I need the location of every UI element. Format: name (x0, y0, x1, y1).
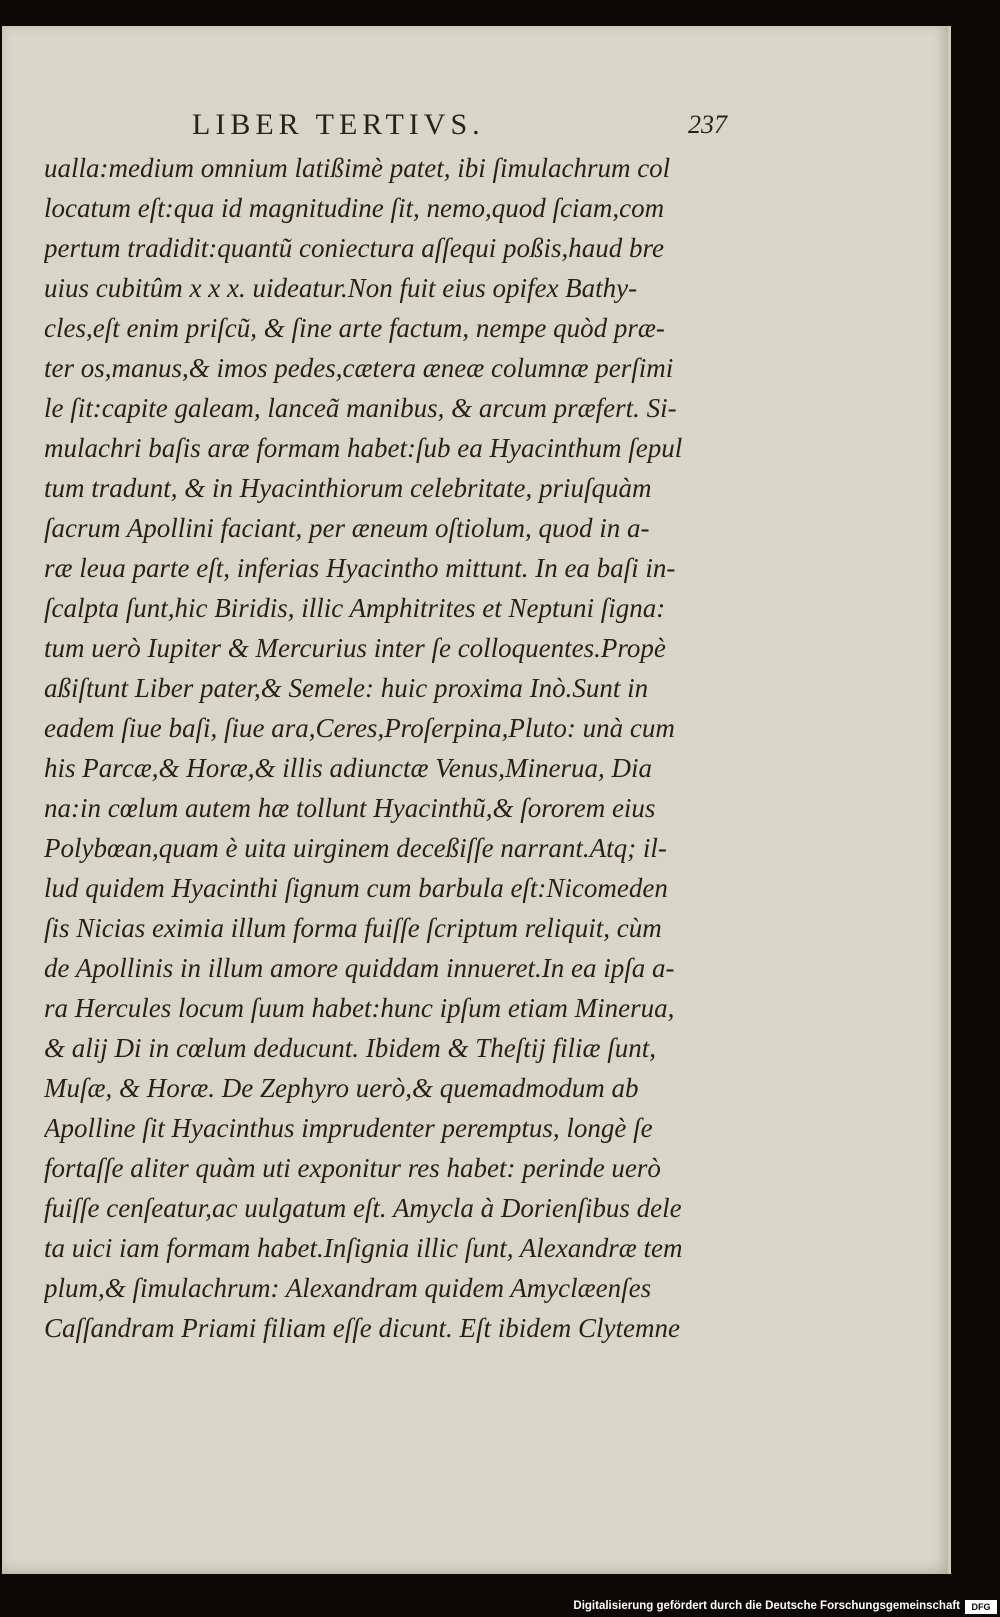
text-line: his Parcæ,& Horæ,& illis adiunctæ Venus,Minerua, Dia (44, 753, 653, 783)
text-line: lud quidem Hyacinthi ſignum cum barbula eſt:Nicomeden (44, 873, 668, 903)
page-number: 237 (688, 110, 727, 139)
page-header (0, 108, 770, 144)
text-line: ter os,manus,& imos pedes,cætera æneæ columnæ perſimi (44, 353, 674, 383)
text-line: Polybœan,quam è uita uirginem deceßiſſe narrant.Atq; il- (44, 833, 667, 863)
dfg-logo-icon: DFG (965, 1600, 997, 1614)
footer-credit: Digitalisierung gefördert durch die Deutsche Forschungsgemeinschaft (573, 1600, 960, 1612)
text-line: cles,eſt enim priſcũ, & ſine arte factum, nempe quòd præ- (44, 313, 665, 343)
running-title: LIBER TERTIVS. (192, 108, 485, 141)
text-line: fortaſſe aliter quàm uti exponitur res habet: perinde uerò (44, 1153, 661, 1183)
text-line: ſacrum Apollini faciant, per æneum oſtiolum, quod in a- (44, 513, 650, 543)
text-line: ra Hercules locum ſuum habet:hunc ipſum etiam Minerua, (44, 993, 675, 1023)
text-line: eadem ſiue baſi, ſiue ara,Ceres,Proſerpina,Pluto: unà cum (44, 713, 675, 743)
text-line: & alij Di in cœlum deducunt. Ibidem & Theſtij filiæ ſunt, (44, 1033, 656, 1063)
text-line: ræ leua parte eſt, inferias Hyacintho mittunt. In ea baſi in- (44, 553, 676, 583)
text-line: pertum tradidit:quantũ coniectura aſſequi poßis,haud bre (44, 233, 664, 263)
footer-bar (0, 1598, 1000, 1617)
text-line: ſis Nicias eximia illum forma fuiſſe ſcriptum reliquit, cùm (44, 913, 662, 943)
text-line: Apolline ſit Hyacinthus imprudenter peremptus, longè ſe (44, 1113, 653, 1143)
text-line: tum uerò Iupiter & Mercurius inter ſe colloquentes.Propè (44, 633, 666, 663)
text-line: ualla:medium omnium latißimè patet, ibi ſimulachrum col (44, 153, 671, 183)
text-line: le ſit:capite galeam, lanceã manibus, & arcum præfert. Si- (44, 393, 677, 423)
text-line: de Apollinis in illum amore quiddam innueret.In ea ipſa a- (44, 953, 675, 983)
text-line: ſcalpta ſunt,hic Biridis, illic Amphitrites et Neptuni ſigna: (44, 593, 666, 623)
text-line: Caſſandram Priami filiam eſſe dicunt. Eſt ibidem Clytemne (44, 1313, 680, 1343)
text-line: aßiſtunt Liber pater,& Semele: huic proxima Inò.Sunt in (44, 673, 649, 703)
text-line: Muſæ, & Horæ. De Zephyro uerò,& quemadmodum ab (44, 1073, 639, 1103)
text-line: na:in cœlum autem hæ tollunt Hyacinthũ,& ſororem eius (44, 793, 656, 823)
text-line: plum,& ſimulachrum: Alexandram quidem Amyclæenſes (44, 1273, 652, 1303)
text-line: tum tradunt, & in Hyacinthiorum celebritate, priuſquàm (44, 473, 652, 503)
text-line: locatum eſt:qua id magnitudine ſit, nemo,quod ſciam,com (44, 193, 665, 223)
body-text (44, 148, 756, 1348)
text-line: ta uici iam formam habet.Inſignia illic ſunt, Alexandræ tem (44, 1233, 683, 1263)
text-line: uius cubitûm x x x. uideatur.Non fuit eius opifex Bathy- (44, 273, 638, 303)
text-line: fuiſſe cenſeatur,ac uulgatum eſt. Amycla à Dorienſibus dele (44, 1193, 682, 1223)
text-line: mulachri baſis aræ formam habet:ſub ea Hyacinthum ſepul (44, 433, 683, 463)
